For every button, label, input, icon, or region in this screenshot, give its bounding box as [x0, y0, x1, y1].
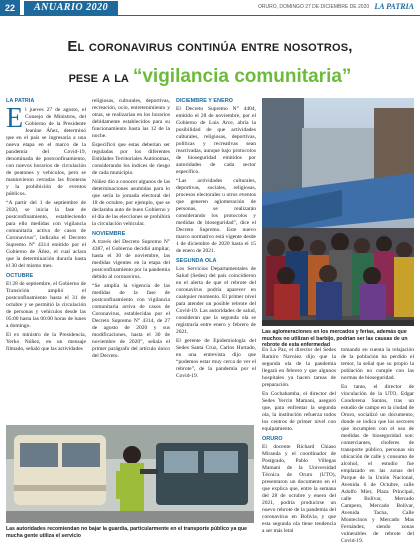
paragraph: Los Servicios Departamentales de Salud (Sedes) del país coincidieron en el alerta de que el rebrote del coronavirus podría aparecer en cualquier momento. El primer nivel para atender un posible rebrote del Covid-19. Las autoridades de salud, consideran que la segunda ola se registraría entre enero y febrero de 2021.: [176, 266, 256, 335]
headline-line-2: [0, 66, 420, 88]
paragraph: A través del Decreto Supremo N° 4387, el Gobierno decidió ampliar, hasta el 30 de noviembre, las medidas vigentes en la etapa del postconfinamiento por la pandemia debido al coronavirus.: [92, 239, 170, 280]
paragraph: “A partir del 1 de septiembre de 2020, se inicia la fase de postconfinamiento, estableciendo para ello medidas con vigilancia comunitaria activa de casos de Coronavirus”, indicaba el Decreto Supremo N° 4314 emitido por el Gobierno de Áñez, el cual aclara que la determinación duraría hasta el 30 del mismo mes.: [6, 200, 86, 269]
headline-highlight: “vigilancia comunitaria”: [132, 66, 352, 87]
market-crowd-photo: [262, 98, 414, 326]
paragraph: Especificó que estas deberían ser reguladas por los diferentes Entidades Territoriales Autónomas, considerando los índices de riesgo de cada municipio.: [92, 142, 170, 176]
paragraph: El ex ministro de la Presidencia, Yerko Núñez, en un mensaje filmado, señaló que las actividades: [6, 332, 86, 352]
article-column-2: [92, 98, 170, 425]
masthead: LA PATRIA: [374, 2, 414, 11]
byline: LA PATRIA: [6, 98, 35, 104]
lead-paragraph: El jueves 27 de agosto, el Consejo de Ministros, del Gobierno de la Presidente Jeanine Áñez, determinó que en el país se ingresaría a una nueva etapa en el marco de la pandemia del Covid-19, denominada de postconfinamiento, con nuevos horarios de circulación de peatones y vehículos, pero se mantuvieron cerradas las fronteras y la prohibición de eventos públicos.: [6, 103, 86, 197]
article-column-3b: [262, 347, 336, 547]
subhead-noviembre: NOVIEMBRE: [92, 231, 126, 237]
headline-prefix: pese a la: [68, 69, 129, 86]
subhead-octubre: OCTUBRE: [6, 273, 34, 279]
headline-line-1: El coronavirus continúa entre nosotros,: [67, 38, 353, 55]
paragraph: En tanto, el director de vinculación de la UTO, Edgar Condorena Santos, tras un estudio de campo en la ciudad de Oruro, socializó un documento, donde se indica que los sectores que incumplen con el uso de medidas de bioseguridad son: comerciantes, choferes de transporte público, personas sin ubicación de calle y consumo de alcohol, el estudio fue emplazado en las zonas del Parque de la Unión Nacional, Avenida 6 de Octubre, calle Adolfo Mier, Plaza Principal, calle Bolívar, Mercado Campero, Mercado Bolívar, Avenida Tacna, Calle Montecinos y Mercado Mas Fernández, siendo zonas vulnerables de rebrote del Covid-19.: [341, 384, 415, 544]
article-column-3: [176, 98, 256, 379]
paragraph: El docente Richard Chiaso Miranda y el coordinador de Postgrado, Pablo Villegas Mamani de la Universidad Técnica de Oruro (UTO), presentaron un documento en el que explica que, entre la semana del 28 de octubre y enero del 2021, podría producirse un nuevo rebrote de la pandemia del coronavirus en Bolivia, y que esta segunda ola tiene tendencia a ser más letal: [262, 444, 336, 534]
paragraph: “Se amplía la vigencia de las medidas de la fase de postconfinamiento con vigilancia comunitaria activa de casos de Coronavirus, establecidas por el Decreto Supremo N° 4314, de 27 de agosto de 2020 y sus modificaciones, hasta el 30 de noviembre de 2020”, señala el primer parágrafo del artículo único del Decreto.: [92, 283, 170, 359]
subhead-segunda-ola: SEGUNDA OLA: [176, 258, 217, 264]
paragraph: Núñez dio a conocer algunos de las determinaciones asumidas para lo que sería la jornada electoral del 18 de octubre, por ejemplo, que se declaraba auto de buen Gobierno y el día de las elecciones se prohibirá la circulación vehicular.: [92, 179, 170, 227]
paragraph: En Cochabamba, el director del Sedes Yercin Mamani, aseguró que, para enfrentar la segunda ola, la institución refuerza todos los centros de primer nivel con equipamiento.: [262, 391, 336, 432]
drop-cap: E: [6, 103, 24, 134]
paragraph: El 28 de septiembre, el Gobierno de Transición amplió el postconfinamiento hasta el 31 de octubre y se permitió la circulación de personas y vehículos desde las 05:00 hasta las 00:00 horas de lunes a domingo.: [6, 281, 86, 329]
article-column-1: [6, 98, 86, 425]
article-column-4: [341, 347, 414, 547]
page-number: 22: [0, 0, 20, 16]
dateline: ORURO, DOMINGO 27 DE DICIEMBRE DE 2020: [258, 4, 370, 10]
paragraph: El gerente de Epidemiología del Sedes Santa Cruz, Carlos Hurtado, en una entrevista dijo que “podemos estar muy cerca de ver el rebrote”, de la pandemia por el Covid-19.: [176, 338, 256, 379]
photo-caption-transport: Las autoridades recomiendan no bajar la guardia, particularmente en el transporte público ya que mucha gente utiliza el servicio: [6, 526, 247, 539]
paragraph: En La Paz, el director del Sedes Ramiro Narváez dijo que la segunda ola de la pandemia llegará en febrero y que algunos hospitales ya hacen tareas de preparación.: [262, 347, 336, 388]
paragraph: religiosas, culturales, deportivas, recreación, ocio, entretenimiento y otras, se realizarían en los horarios debidamente establecidos para su funcionamiento hasta las 12 de la noche.: [92, 98, 170, 139]
subhead-diciembre: DICIEMBRE Y ENERO: [176, 98, 233, 104]
transport-photo: [6, 425, 254, 523]
paragraph: “Las actividades culturales, deportivas, sociales, religiosas, procesos electorales u otros eventos que generen aglomeración de personas, se realizarán considerando los protocolos y medidas de bioseguridad”, dice el Decreto Supremo. Este nuevo marco normativo está vigente desde 1 de diciembre de 2020 hasta el 15 de enero de 2021.: [176, 178, 256, 254]
transport-image: [6, 425, 254, 523]
section-label: ANUARIO 2020: [24, 1, 118, 15]
subhead-oruro: ORURO: [262, 436, 283, 442]
top-bar: [0, 0, 420, 16]
paragraph: El Decreto Supremo N° 4404, emitido el 28 de noviembre, por el Gobierno de Luis Arce, abría la posibilidad de que actividades culturales, religiosas, deportivas, políticas y recreativas sean reactivadas, aunque bajo protocolos de bioseguridad emitidos por autoridades de cada sector específico.: [176, 106, 256, 175]
market-crowd-image: [262, 98, 414, 326]
photo-caption-market: Las aglomeraciones en los mercados y ferias, además que muchos no utilizan el barbijo, podrían ser las causas de un rebrote de esta enfermedad: [262, 329, 408, 348]
paragraph: tomando en cuenta la relajación de la población ha perdido el temor, la señal que su propio la población no cumple con las normas de bioseguridad.: [341, 347, 414, 381]
